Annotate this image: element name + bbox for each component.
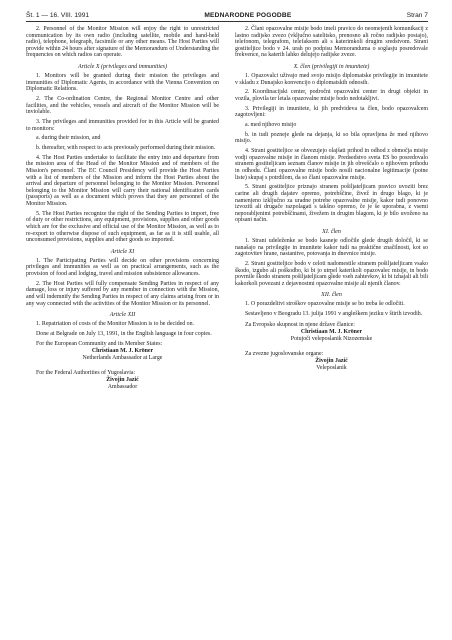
article-heading: Article X (privileges and immunities) [78, 63, 167, 70]
header-section-title: MEDNARODNE POGODBE [204, 12, 292, 19]
article-heading: Article XI [110, 248, 135, 255]
paragraph: 2. The Co-ordination Centre, the Regional Monitor Centre and other facilities, and the vehicles, vessels and aircraft of the Monitor Mission will be inviolable. [26, 95, 219, 116]
paragraph: a. med njihovo misijo [245, 122, 297, 129]
paragraph: a. during their mission, and [36, 135, 101, 142]
two-column-body [26, 26, 428, 391]
paragraph: 5. Strani gostiteljice priznajo stranem pošiljateljicam pravico uvoziti brez carine ali drugih dajatev opremo, potrebščine, živež in drugo blago, ki je namenjeno izključno za uradne potrebe opazovalne misije, kakor tudi ponovno izvoziti ali drugače razpolagati s takšno opremo, če je še uporabna, z vsemi neporabljenimi potrebščinami, živežem in drugim blagom, ki je bilo uvoženo na opisani način. [235, 184, 428, 224]
signatory-party: For the European Community and its Member States: [36, 341, 163, 348]
paragraph: Done at Belgrade on July 13, 1991, in the English language in four copies. [36, 330, 212, 337]
signature-block [26, 370, 219, 391]
article-heading: XII. člen [321, 292, 342, 299]
paragraph: 5. The Host Parties recognize the right of the Sending Parties to import, free of duty or other restrictions, any equipment, provisions, supplies and other goods which are for the exclusive and official use of the Monitor Mission, as well as to re-export to otherwise dispose of such equipment, as far as it is still usable, all unconsumed provisions, supplies and other goods so imported. [26, 210, 219, 244]
signatory-name: Christiaan M. J. Kröner [91, 348, 154, 355]
paragraph: 1. O porazdelitvi stroškov opazovalne misije se bo treba še odločiti. [245, 301, 405, 308]
english-column [26, 26, 219, 391]
paragraph: 2. Strani gostiteljice bodo v celoti nadomestile stranem pošiljateljicam vsako škodo, izgubo ali poškodbo, ki bi jo utrpel katerikoli opazovalec misije, in bodo povrnile škodo stranem pošiljateljicam glede vseh zahtevkov, ki bi izhajali ali bili kakorkoli povezani z dejavnostmi opazovalne misije ali njenih članov. [235, 260, 428, 287]
paragraph: 1. The Participating Parties will decide on other provisions concerning privileges and immunities as well as on practical arrangements, such as the provision of food and lodging, travel and mission subsistence allowances. [26, 257, 219, 277]
paragraph: 2. Koordinacijski center, področni opazovalni center in drugi objekti in vozila, plovila ter letala opazovalne misije bodo nedotakljivi. [235, 89, 428, 102]
signature-block [26, 341, 219, 362]
paragraph: 1. Opazovalci uživajo med svojo misijo diplomatske privilegije in imunitete v skladu z Dunajsko konvencijo o diplomatskih odnosih. [235, 72, 428, 86]
page-header [26, 7, 428, 22]
article-heading: X. člen (privilegiji in imunitete) [293, 63, 370, 70]
signatory-title: Ambassador [107, 384, 138, 391]
header-issue: Št. 1 — 16. VIII. 1991 [26, 12, 90, 19]
spacer [26, 362, 219, 366]
paragraph: 2. The Host Parties will fully compensate Sending Parties in respect of any damage, loss or injury suffered by any member in connection with the Mission, and will indemnify the Sending Parties in respect of any claims arising from or in any way connected with the activities of the Monitor Mission or its personnel. [26, 280, 219, 307]
signatory-title: Netherlands Ambassador at Large [82, 355, 163, 362]
spacer [235, 343, 428, 347]
paragraph: 1. Monitors will be granted during their mission the privileges and immunities of Diplomatic Agents, in accordance with the Vienna Convention on Diplomatic Relations. [26, 72, 219, 93]
slovene-column [235, 26, 428, 391]
article-heading: XI. člen [322, 228, 341, 235]
signatory-name: Christiaan M. J. Kröner [300, 328, 363, 335]
header-page-number: Stran 7 [406, 12, 428, 19]
signatory-title: Potujoči veleposlanik Nizozemske [290, 335, 373, 342]
paragraph: b. thereafter, with respect to acts previously performed during their mission. [36, 145, 216, 152]
signatory-party: Za zvezne jugoslovanske organe: [245, 350, 324, 357]
paragraph: 3. Privilegiji in imunitete, ki jih predvideva ta člen, bodo opazovalcem zagotovljeni: [235, 105, 428, 119]
signature-block [235, 322, 428, 343]
signatory-party: Za Evropsko skupnost in njene države članice: [245, 321, 355, 328]
paragraph: 1. Repatriation of costs of the Monitor Mission is to be decided on. [36, 321, 195, 328]
signatory-party: For the Federal Authorities of Yugoslavia: [36, 370, 136, 377]
paragraph: Sestavljeno v Beogradu 13. julija 1991 v angleškem jeziku v štirih izvodih. [245, 311, 423, 318]
article-heading: Article XII [109, 312, 136, 319]
signatory-name: Živojin Jazić [315, 357, 348, 364]
signature-block [235, 351, 428, 372]
paragraph: 2. Personnel of the Monitor Mission will enjoy the right to unrestricted communication by its own radio (including satellite, mobile and hand-held radio), telephone, telegraph, facsimile or any other means. The Host Parties will provide within 24 hours after signature of the Memorandum of Understanding the frequencies on which radios can operate. [26, 26, 219, 59]
paragraph: 1. Strani udeleženke se bodo kasneje odločile glede drugih določil, ki se nanašajo na privilegije in imunitete kakor tudi na praktične značilnosti, kot so zagotovitev hrane, nastanitve, potovanja in dnevnice misije. [235, 237, 428, 258]
signatory-name: Živojin Jazić [106, 377, 139, 384]
paragraph: 4. Strani gostiteljice se obvezujejo olajšati prihod in odhod z območja misije vodji opazovalne misije in članom misije. Predsedstvo sveta ES bo posredovalo stranem gostiteljicam seznam članov misije in jih obveščalo o njihovem prihodu in odhodu. Člani opazovalne misije bodo nosili nacionalne legitimacije (potne liste) skupaj s potrdilom, da so člani opazovalne misije. [235, 148, 428, 181]
paragraph: 2. Člani opazovalne misije bodo imeli pravico do neomejenih komunikacij z lastno radijsko zvezo (vključno satelitsko, prenosno ali ročno radijsko postajo), telefonom, telegrafom, telefaksom ali s katerimkoli drugim sredstvom. Strani gostiteljice bodo v 24. urah po podpisu Memoranduma o soglasju posredovale frekvence, na katerih lahko delujejo radijske zveze. [235, 26, 428, 59]
paragraph: b. in tudi pozneje glede na dejanja, ki so bila opravljena že med njihovo misijo. [235, 131, 428, 145]
signatory-title: Veleposlanik [316, 364, 347, 371]
paragraph: 4. The Host Parties undertake to facilitate the entry into and departure from the mission area of the Head of the Monitor Mission and of members of the Mission's personnel. The EC Council Presidency will provide the Host Parties with a list of members of the Mission and inform the Host Parties about the arrival and departure of personnel belonging to the Monitor Mission. Personnel belonging to the Monitor Mission will carry their national identification cards (passports) as well as a document which proves that they are personnel of the Monitor Mission. [26, 154, 219, 207]
paragraph: 3. The privileges and immunities provided for in this Article will be granted to monitors: [26, 118, 219, 132]
